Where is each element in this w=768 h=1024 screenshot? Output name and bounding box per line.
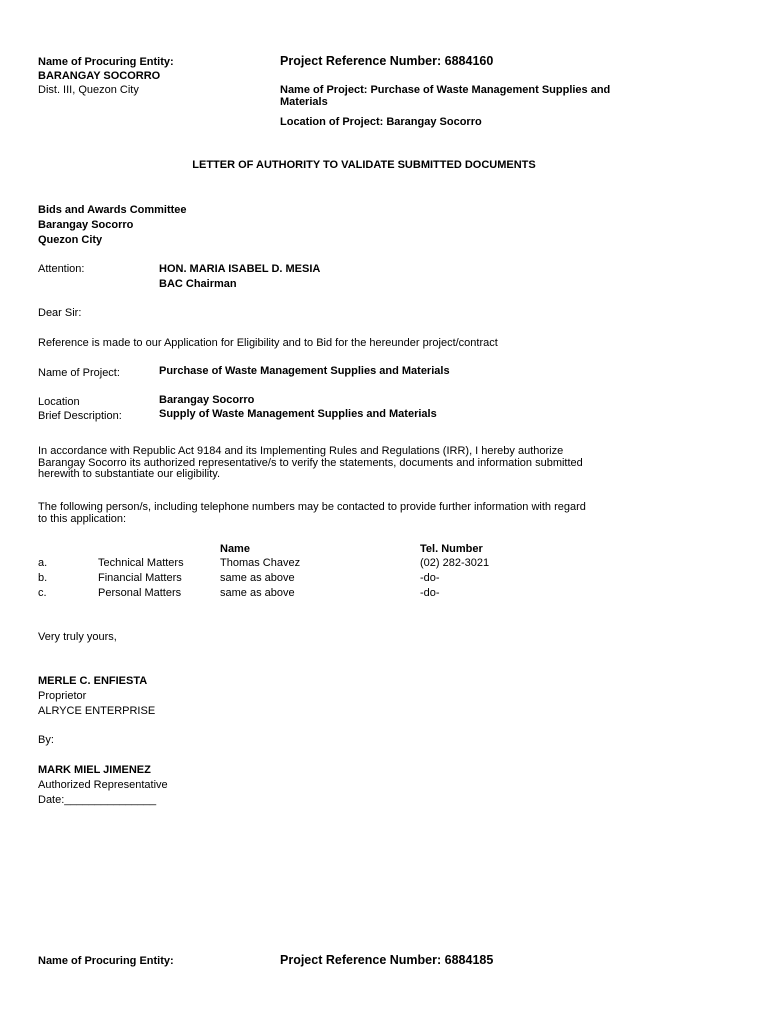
footer-procuring-entity-label: Name of Procuring Entity: (38, 955, 174, 967)
contact-row-letter: c. (38, 587, 47, 599)
contact-row-matter: Technical Matters (98, 557, 184, 569)
contacts-header-tel: Tel. Number (420, 543, 483, 555)
footer-project-reference-number: Project Reference Number: 6884185 (280, 953, 494, 967)
contact-row-name: Thomas Chavez (220, 557, 301, 569)
contact-row-tel: -do- (420, 587, 440, 599)
addressee-line-1: Bids and Awards Committee (38, 204, 187, 216)
location-value: Barangay Socorro (159, 394, 255, 406)
authorize-line-3: herewith to substantiate our eligibility. (38, 468, 221, 480)
attention-title: BAC Chairman (159, 278, 237, 290)
by-label: By: (38, 734, 54, 746)
procuring-entity-label: Name of Procuring Entity: (38, 56, 174, 68)
attention-label: Attention: (38, 263, 85, 275)
contact-row-letter: a. (38, 557, 48, 569)
contact-line-1: The following person/s, including telephone numbers may be contacted to provide further information with regard (38, 501, 586, 513)
contact-row-name: same as above (220, 572, 295, 584)
date-line: Date:_______________ (38, 794, 157, 806)
project-reference-number: Project Reference Number: 6884160 (280, 54, 494, 68)
header-project-name-line1: Name of Project: Purchase of Waste Management Supplies and (280, 84, 611, 96)
project-label: Name of Project: (38, 367, 120, 379)
header-project-name-line2: Materials (280, 96, 328, 108)
addressee-line-3: Quezon City (38, 234, 103, 246)
header-project-location: Location of Project: Barangay Socorro (280, 116, 482, 128)
contact-row-tel: -do- (420, 572, 440, 584)
authorize-line-2: Barangay Socorro its authorized representative/s to verify the statements, documents and information submitted (38, 456, 583, 469)
contact-row-matter: Financial Matters (98, 572, 182, 584)
contact-line-2: to this application: (38, 512, 127, 525)
project-value: Purchase of Waste Management Supplies and Materials (159, 365, 450, 377)
description-value: Supply of Waste Management Supplies and Materials (159, 408, 437, 420)
addressee-line-2: Barangay Socorro (38, 219, 134, 231)
attention-name: HON. MARIA ISABEL D. MESIA (159, 263, 321, 275)
contact-row-matter: Personal Matters (98, 587, 182, 599)
signatory-name: MERLE C. ENFIESTA (38, 675, 148, 687)
procuring-entity-name: BARANGAY SOCORRO (38, 70, 161, 82)
contact-row-letter: b. (38, 572, 48, 584)
location-label: Location (38, 396, 80, 408)
contact-row-name: same as above (220, 587, 295, 599)
letter-title: LETTER OF AUTHORITY TO VALIDATE SUBMITTED DOCUMENTS (192, 159, 536, 171)
authorize-line-1: In accordance with Republic Act 9184 and its Implementing Rules and Regulations (IRR), I hereby authorize (38, 445, 564, 457)
contacts-header-name: Name (220, 543, 250, 555)
representative-title: Authorized Representative (38, 779, 168, 791)
contact-row-tel: (02) 282-3021 (420, 557, 490, 569)
signatory-company: ALRYCE ENTERPRISE (38, 705, 156, 717)
description-label: Brief Description: (38, 410, 122, 422)
closing: Very truly yours, (38, 631, 117, 643)
signatory-title: Proprietor (38, 690, 87, 702)
procuring-entity-address: Dist. III, Quezon City (38, 84, 139, 96)
reference-text: Reference is made to our Application for Eligibility and to Bid for the hereunder project/contract (38, 337, 498, 349)
salutation: Dear Sir: (38, 307, 82, 319)
representative-name: MARK MIEL JIMENEZ (38, 764, 151, 776)
